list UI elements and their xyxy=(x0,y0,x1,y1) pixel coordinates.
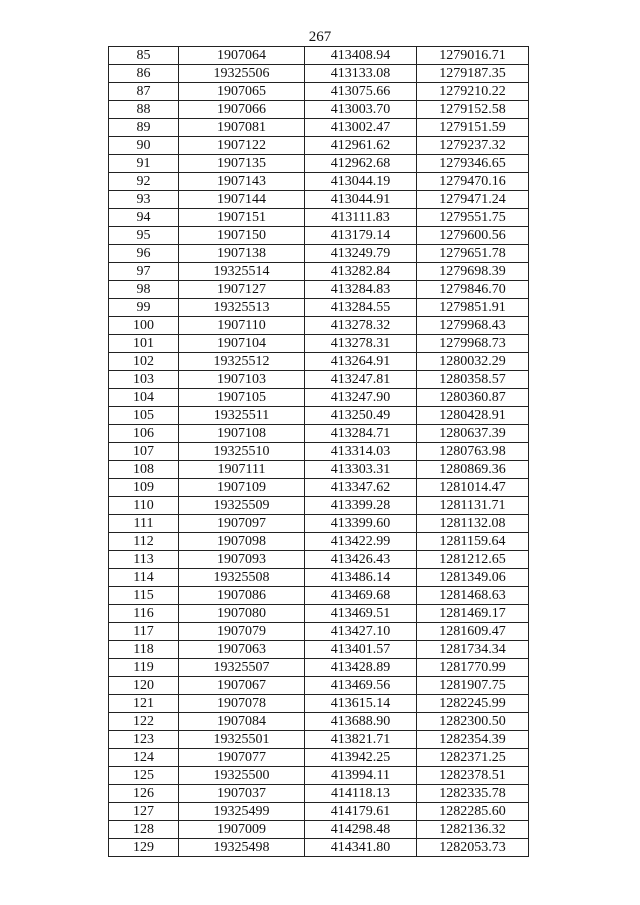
x-coordinate-cell: 413347.62 xyxy=(305,479,417,497)
x-coordinate-cell: 413284.71 xyxy=(305,425,417,443)
table-row xyxy=(109,101,529,119)
point-id-cell: 19325513 xyxy=(179,299,305,317)
table-row xyxy=(109,533,529,551)
point-id-cell: 19325499 xyxy=(179,803,305,821)
table-row xyxy=(109,803,529,821)
table-row xyxy=(109,353,529,371)
point-id-cell: 1907122 xyxy=(179,137,305,155)
row-number-cell: 107 xyxy=(109,443,179,461)
row-number-cell: 116 xyxy=(109,605,179,623)
row-number-cell: 124 xyxy=(109,749,179,767)
row-number-cell: 126 xyxy=(109,785,179,803)
x-coordinate-cell: 413469.51 xyxy=(305,605,417,623)
y-coordinate-cell: 1279651.78 xyxy=(417,245,529,263)
row-number-cell: 129 xyxy=(109,839,179,857)
x-coordinate-cell: 413942.25 xyxy=(305,749,417,767)
table-row xyxy=(109,281,529,299)
row-number-cell: 120 xyxy=(109,677,179,695)
table-row xyxy=(109,497,529,515)
x-coordinate-cell: 413821.71 xyxy=(305,731,417,749)
y-coordinate-cell: 1279968.73 xyxy=(417,335,529,353)
point-id-cell: 1907110 xyxy=(179,317,305,335)
y-coordinate-cell: 1281014.47 xyxy=(417,479,529,497)
table-row xyxy=(109,119,529,137)
table-row xyxy=(109,155,529,173)
point-id-cell: 1907103 xyxy=(179,371,305,389)
point-id-cell: 1907150 xyxy=(179,227,305,245)
y-coordinate-cell: 1281212.65 xyxy=(417,551,529,569)
row-number-cell: 97 xyxy=(109,263,179,281)
table-row xyxy=(109,569,529,587)
point-id-cell: 1907109 xyxy=(179,479,305,497)
point-id-cell: 19325500 xyxy=(179,767,305,785)
table-row xyxy=(109,461,529,479)
point-id-cell: 19325507 xyxy=(179,659,305,677)
x-coordinate-cell: 413075.66 xyxy=(305,83,417,101)
table-row xyxy=(109,767,529,785)
point-id-cell: 1907138 xyxy=(179,245,305,263)
row-number-cell: 96 xyxy=(109,245,179,263)
y-coordinate-cell: 1279851.91 xyxy=(417,299,529,317)
point-id-cell: 1907080 xyxy=(179,605,305,623)
x-coordinate-cell: 413399.28 xyxy=(305,497,417,515)
y-coordinate-cell: 1281469.17 xyxy=(417,605,529,623)
point-id-cell: 1907086 xyxy=(179,587,305,605)
x-coordinate-cell: 413044.19 xyxy=(305,173,417,191)
coordinates-table-body xyxy=(109,47,529,857)
table-row xyxy=(109,245,529,263)
row-number-cell: 99 xyxy=(109,299,179,317)
point-id-cell: 19325514 xyxy=(179,263,305,281)
y-coordinate-cell: 1281349.06 xyxy=(417,569,529,587)
x-coordinate-cell: 413427.10 xyxy=(305,623,417,641)
x-coordinate-cell: 414118.13 xyxy=(305,785,417,803)
point-id-cell: 19325508 xyxy=(179,569,305,587)
point-id-cell: 1907127 xyxy=(179,281,305,299)
row-number-cell: 121 xyxy=(109,695,179,713)
table-row xyxy=(109,443,529,461)
y-coordinate-cell: 1281159.64 xyxy=(417,533,529,551)
x-coordinate-cell: 413422.99 xyxy=(305,533,417,551)
x-coordinate-cell: 413408.94 xyxy=(305,47,417,65)
y-coordinate-cell: 1282245.99 xyxy=(417,695,529,713)
table-row xyxy=(109,335,529,353)
y-coordinate-cell: 1279187.35 xyxy=(417,65,529,83)
table-row xyxy=(109,407,529,425)
row-number-cell: 103 xyxy=(109,371,179,389)
y-coordinate-cell: 1279470.16 xyxy=(417,173,529,191)
table-row xyxy=(109,641,529,659)
row-number-cell: 92 xyxy=(109,173,179,191)
x-coordinate-cell: 413426.43 xyxy=(305,551,417,569)
point-id-cell: 19325501 xyxy=(179,731,305,749)
point-id-cell: 1907081 xyxy=(179,119,305,137)
point-id-cell: 1907063 xyxy=(179,641,305,659)
x-coordinate-cell: 413303.31 xyxy=(305,461,417,479)
x-coordinate-cell: 413615.14 xyxy=(305,695,417,713)
y-coordinate-cell: 1279151.59 xyxy=(417,119,529,137)
table-row xyxy=(109,587,529,605)
x-coordinate-cell: 412961.62 xyxy=(305,137,417,155)
y-coordinate-cell: 1281770.99 xyxy=(417,659,529,677)
table-row xyxy=(109,65,529,83)
x-coordinate-cell: 413044.91 xyxy=(305,191,417,209)
table-row xyxy=(109,785,529,803)
point-id-cell: 19325509 xyxy=(179,497,305,515)
point-id-cell: 1907111 xyxy=(179,461,305,479)
row-number-cell: 90 xyxy=(109,137,179,155)
x-coordinate-cell: 413278.32 xyxy=(305,317,417,335)
x-coordinate-cell: 413284.83 xyxy=(305,281,417,299)
row-number-cell: 123 xyxy=(109,731,179,749)
point-id-cell: 1907065 xyxy=(179,83,305,101)
row-number-cell: 117 xyxy=(109,623,179,641)
row-number-cell: 86 xyxy=(109,65,179,83)
x-coordinate-cell: 413486.14 xyxy=(305,569,417,587)
table-row xyxy=(109,317,529,335)
row-number-cell: 95 xyxy=(109,227,179,245)
y-coordinate-cell: 1279471.24 xyxy=(417,191,529,209)
table-row xyxy=(109,551,529,569)
table-row xyxy=(109,371,529,389)
x-coordinate-cell: 413249.79 xyxy=(305,245,417,263)
x-coordinate-cell: 414298.48 xyxy=(305,821,417,839)
point-id-cell: 19325510 xyxy=(179,443,305,461)
x-coordinate-cell: 413278.31 xyxy=(305,335,417,353)
point-id-cell: 1907066 xyxy=(179,101,305,119)
y-coordinate-cell: 1281907.75 xyxy=(417,677,529,695)
y-coordinate-cell: 1279551.75 xyxy=(417,209,529,227)
table-row xyxy=(109,515,529,533)
point-id-cell: 1907108 xyxy=(179,425,305,443)
table-row xyxy=(109,425,529,443)
table-row xyxy=(109,389,529,407)
y-coordinate-cell: 1280032.29 xyxy=(417,353,529,371)
row-number-cell: 111 xyxy=(109,515,179,533)
table-row xyxy=(109,839,529,857)
x-coordinate-cell: 413179.14 xyxy=(305,227,417,245)
x-coordinate-cell: 413284.55 xyxy=(305,299,417,317)
row-number-cell: 93 xyxy=(109,191,179,209)
y-coordinate-cell: 1279968.43 xyxy=(417,317,529,335)
row-number-cell: 104 xyxy=(109,389,179,407)
y-coordinate-cell: 1282378.51 xyxy=(417,767,529,785)
x-coordinate-cell: 413002.47 xyxy=(305,119,417,137)
row-number-cell: 94 xyxy=(109,209,179,227)
row-number-cell: 88 xyxy=(109,101,179,119)
table-row xyxy=(109,605,529,623)
point-id-cell: 1907151 xyxy=(179,209,305,227)
row-number-cell: 89 xyxy=(109,119,179,137)
row-number-cell: 113 xyxy=(109,551,179,569)
point-id-cell: 1907084 xyxy=(179,713,305,731)
row-number-cell: 127 xyxy=(109,803,179,821)
row-number-cell: 87 xyxy=(109,83,179,101)
y-coordinate-cell: 1280637.39 xyxy=(417,425,529,443)
y-coordinate-cell: 1279698.39 xyxy=(417,263,529,281)
y-coordinate-cell: 1280763.98 xyxy=(417,443,529,461)
row-number-cell: 112 xyxy=(109,533,179,551)
point-id-cell: 1907078 xyxy=(179,695,305,713)
table-row xyxy=(109,731,529,749)
x-coordinate-cell: 413469.68 xyxy=(305,587,417,605)
row-number-cell: 114 xyxy=(109,569,179,587)
point-id-cell: 1907098 xyxy=(179,533,305,551)
x-coordinate-cell: 413469.56 xyxy=(305,677,417,695)
table-row xyxy=(109,137,529,155)
point-id-cell: 19325506 xyxy=(179,65,305,83)
y-coordinate-cell: 1279346.65 xyxy=(417,155,529,173)
y-coordinate-cell: 1282136.32 xyxy=(417,821,529,839)
x-coordinate-cell: 413688.90 xyxy=(305,713,417,731)
x-coordinate-cell: 413264.91 xyxy=(305,353,417,371)
y-coordinate-cell: 1280358.57 xyxy=(417,371,529,389)
table-row xyxy=(109,623,529,641)
row-number-cell: 110 xyxy=(109,497,179,515)
y-coordinate-cell: 1282371.25 xyxy=(417,749,529,767)
y-coordinate-cell: 1282053.73 xyxy=(417,839,529,857)
x-coordinate-cell: 413003.70 xyxy=(305,101,417,119)
y-coordinate-cell: 1282335.78 xyxy=(417,785,529,803)
point-id-cell: 1907143 xyxy=(179,173,305,191)
row-number-cell: 122 xyxy=(109,713,179,731)
coordinates-table xyxy=(108,46,529,857)
table-row xyxy=(109,299,529,317)
point-id-cell: 1907009 xyxy=(179,821,305,839)
row-number-cell: 100 xyxy=(109,317,179,335)
point-id-cell: 19325511 xyxy=(179,407,305,425)
row-number-cell: 102 xyxy=(109,353,179,371)
x-coordinate-cell: 413250.49 xyxy=(305,407,417,425)
point-id-cell: 1907037 xyxy=(179,785,305,803)
x-coordinate-cell: 413401.57 xyxy=(305,641,417,659)
row-number-cell: 98 xyxy=(109,281,179,299)
table-row xyxy=(109,227,529,245)
point-id-cell: 1907144 xyxy=(179,191,305,209)
x-coordinate-cell: 412962.68 xyxy=(305,155,417,173)
y-coordinate-cell: 1279846.70 xyxy=(417,281,529,299)
point-id-cell: 1907067 xyxy=(179,677,305,695)
y-coordinate-cell: 1280360.87 xyxy=(417,389,529,407)
point-id-cell: 1907079 xyxy=(179,623,305,641)
y-coordinate-cell: 1282285.60 xyxy=(417,803,529,821)
row-number-cell: 119 xyxy=(109,659,179,677)
row-number-cell: 109 xyxy=(109,479,179,497)
row-number-cell: 118 xyxy=(109,641,179,659)
row-number-cell: 115 xyxy=(109,587,179,605)
row-number-cell: 91 xyxy=(109,155,179,173)
y-coordinate-cell: 1279016.71 xyxy=(417,47,529,65)
table-row xyxy=(109,47,529,65)
row-number-cell: 101 xyxy=(109,335,179,353)
page-number: 267 xyxy=(308,29,332,45)
y-coordinate-cell: 1280869.36 xyxy=(417,461,529,479)
table-row xyxy=(109,695,529,713)
point-id-cell: 1907064 xyxy=(179,47,305,65)
x-coordinate-cell: 413428.89 xyxy=(305,659,417,677)
point-id-cell: 1907093 xyxy=(179,551,305,569)
x-coordinate-cell: 414341.80 xyxy=(305,839,417,857)
x-coordinate-cell: 413282.84 xyxy=(305,263,417,281)
table-row xyxy=(109,659,529,677)
point-id-cell: 19325512 xyxy=(179,353,305,371)
point-id-cell: 19325498 xyxy=(179,839,305,857)
y-coordinate-cell: 1281734.34 xyxy=(417,641,529,659)
table-row xyxy=(109,713,529,731)
point-id-cell: 1907104 xyxy=(179,335,305,353)
y-coordinate-cell: 1279152.58 xyxy=(417,101,529,119)
y-coordinate-cell: 1281132.08 xyxy=(417,515,529,533)
table-row xyxy=(109,83,529,101)
table-row xyxy=(109,677,529,695)
x-coordinate-cell: 413399.60 xyxy=(305,515,417,533)
table-row xyxy=(109,191,529,209)
y-coordinate-cell: 1282300.50 xyxy=(417,713,529,731)
y-coordinate-cell: 1279600.56 xyxy=(417,227,529,245)
x-coordinate-cell: 413994.11 xyxy=(305,767,417,785)
x-coordinate-cell: 413111.83 xyxy=(305,209,417,227)
table-row xyxy=(109,209,529,227)
row-number-cell: 85 xyxy=(109,47,179,65)
point-id-cell: 1907135 xyxy=(179,155,305,173)
x-coordinate-cell: 413247.90 xyxy=(305,389,417,407)
x-coordinate-cell: 413247.81 xyxy=(305,371,417,389)
y-coordinate-cell: 1281131.71 xyxy=(417,497,529,515)
table-row xyxy=(109,749,529,767)
x-coordinate-cell: 414179.61 xyxy=(305,803,417,821)
point-id-cell: 1907097 xyxy=(179,515,305,533)
point-id-cell: 1907105 xyxy=(179,389,305,407)
row-number-cell: 106 xyxy=(109,425,179,443)
row-number-cell: 108 xyxy=(109,461,179,479)
y-coordinate-cell: 1281468.63 xyxy=(417,587,529,605)
table-row xyxy=(109,263,529,281)
row-number-cell: 128 xyxy=(109,821,179,839)
y-coordinate-cell: 1279237.32 xyxy=(417,137,529,155)
y-coordinate-cell: 1280428.91 xyxy=(417,407,529,425)
table-row xyxy=(109,173,529,191)
x-coordinate-cell: 413314.03 xyxy=(305,443,417,461)
y-coordinate-cell: 1282354.39 xyxy=(417,731,529,749)
row-number-cell: 125 xyxy=(109,767,179,785)
y-coordinate-cell: 1281609.47 xyxy=(417,623,529,641)
table-row xyxy=(109,821,529,839)
table-row xyxy=(109,479,529,497)
point-id-cell: 1907077 xyxy=(179,749,305,767)
row-number-cell: 105 xyxy=(109,407,179,425)
y-coordinate-cell: 1279210.22 xyxy=(417,83,529,101)
x-coordinate-cell: 413133.08 xyxy=(305,65,417,83)
